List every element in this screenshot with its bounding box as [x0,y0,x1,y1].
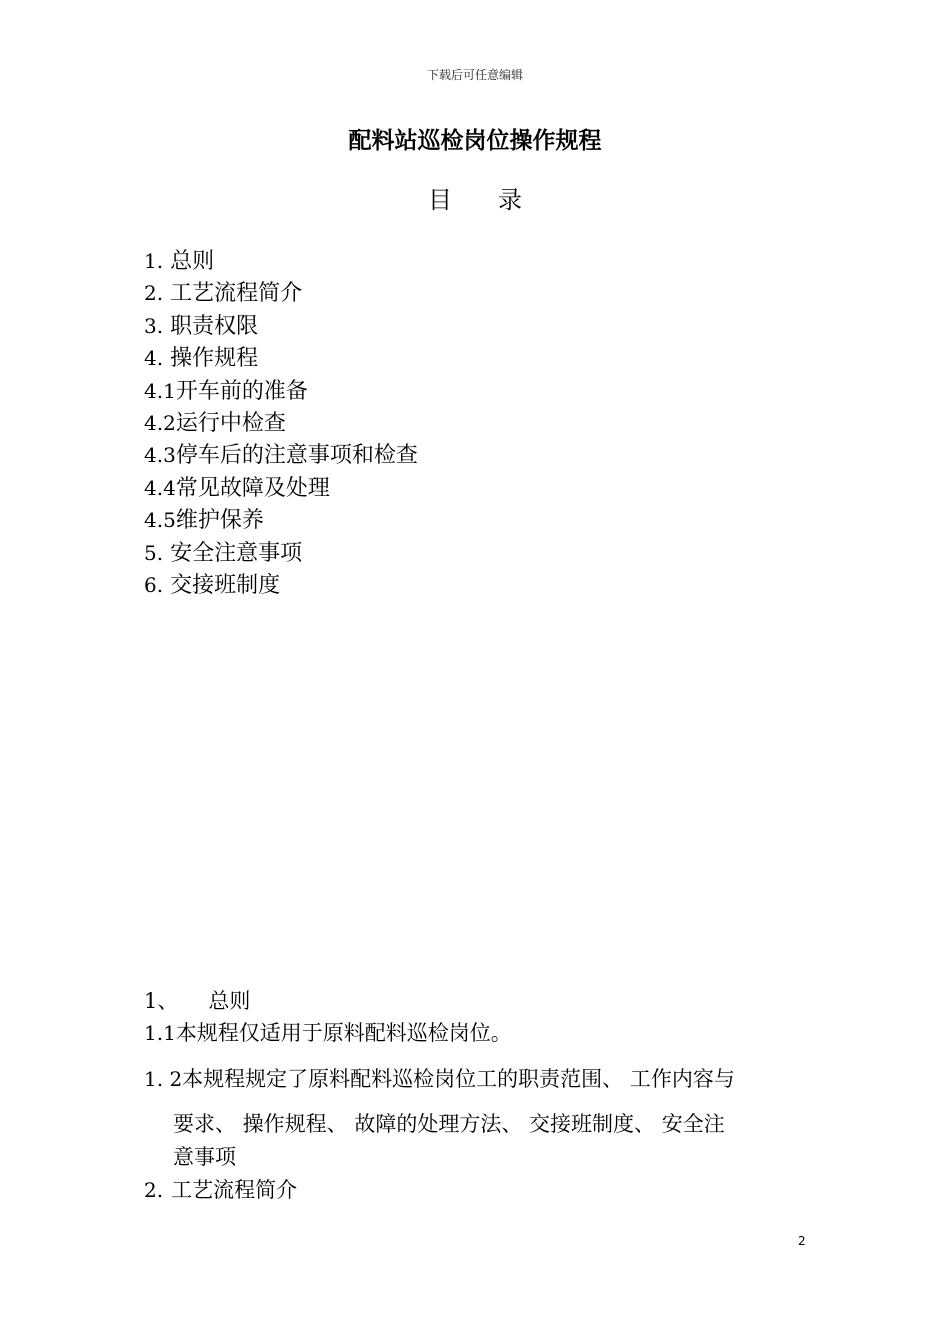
paragraph-1-2 [144,1063,735,1093]
toc-item [144,439,418,471]
toc-item [144,245,418,277]
toc-item-number: 6. [144,572,164,597]
toc-item-text: 运行中检查 [175,410,286,436]
toc-item-text: 操作规程 [170,346,259,372]
section-2-number: 2. [144,1178,164,1202]
toc-item-number: 4. [144,346,164,371]
toc-item-number: 4.3 [144,443,176,468]
paragraph-1-2-line-3: 意事项 [173,1145,236,1169]
toc-heading [428,180,522,215]
toc-item-text: 开车前的准备 [175,378,308,404]
toc-item [144,407,418,439]
toc-item-text: 职责权限 [170,313,259,339]
header-note: 下载后可任意编辑 [426,68,523,82]
section-1-number: 1、 [144,989,179,1013]
toc-item [144,342,418,374]
section-2-title: 工艺流程简介 [171,1178,298,1202]
table-of-contents [144,245,418,601]
toc-item [144,375,418,407]
paragraph-1-1-number: 1.1 [144,1021,176,1045]
toc-item-text: 安全注意事项 [170,540,303,566]
toc-item [144,504,418,536]
toc-item [144,472,418,504]
document-title: 配料站巡检岗位操作规程 [348,128,602,154]
toc-item-number: 4.5 [144,508,176,533]
paragraph-1-1-text: 本规程仅适用于原料配料巡检岗位。 [175,1021,512,1045]
toc-heading-char-2: 录 [498,186,522,214]
toc-item-text: 工艺流程简介 [170,281,303,307]
toc-item-text: 维护保养 [175,508,264,534]
toc-item [144,310,418,342]
toc-item-number: 4.1 [144,378,176,403]
section-1-heading [144,985,250,1015]
paragraph-1-2-line-2: 要求、 操作规程、 故障的处理方法、 交接班制度、 安全注 [173,1112,725,1136]
toc-item-text: 交接班制度 [170,572,281,598]
toc-item [144,537,418,569]
toc-item-number: 5. [144,540,164,565]
toc-item-number: 3. [144,313,164,338]
section-2-heading [144,1174,297,1204]
section-1-title: 总则 [208,989,251,1013]
paragraph-1-2-line-1: 本规程规定了原料配料巡检岗位工的职责范围、 工作内容与 [182,1067,735,1091]
toc-item-text: 总则 [170,249,215,274]
toc-item-text: 停车后的注意事项和检查 [175,443,418,469]
toc-item-number: 2. [144,281,164,306]
toc-item-number: 4.4 [144,475,176,500]
paragraph-1-2-number: 1. 2 [144,1067,183,1091]
toc-item [144,277,418,309]
toc-heading-char-1: 目 [428,186,452,214]
toc-item [144,569,418,601]
toc-item-text: 常见故障及处理 [175,475,330,501]
toc-item-number: 1. [144,249,164,273]
toc-item-number: 4.2 [144,410,176,435]
page-number: 2 [798,1234,806,1248]
paragraph-1-1 [144,1017,512,1047]
